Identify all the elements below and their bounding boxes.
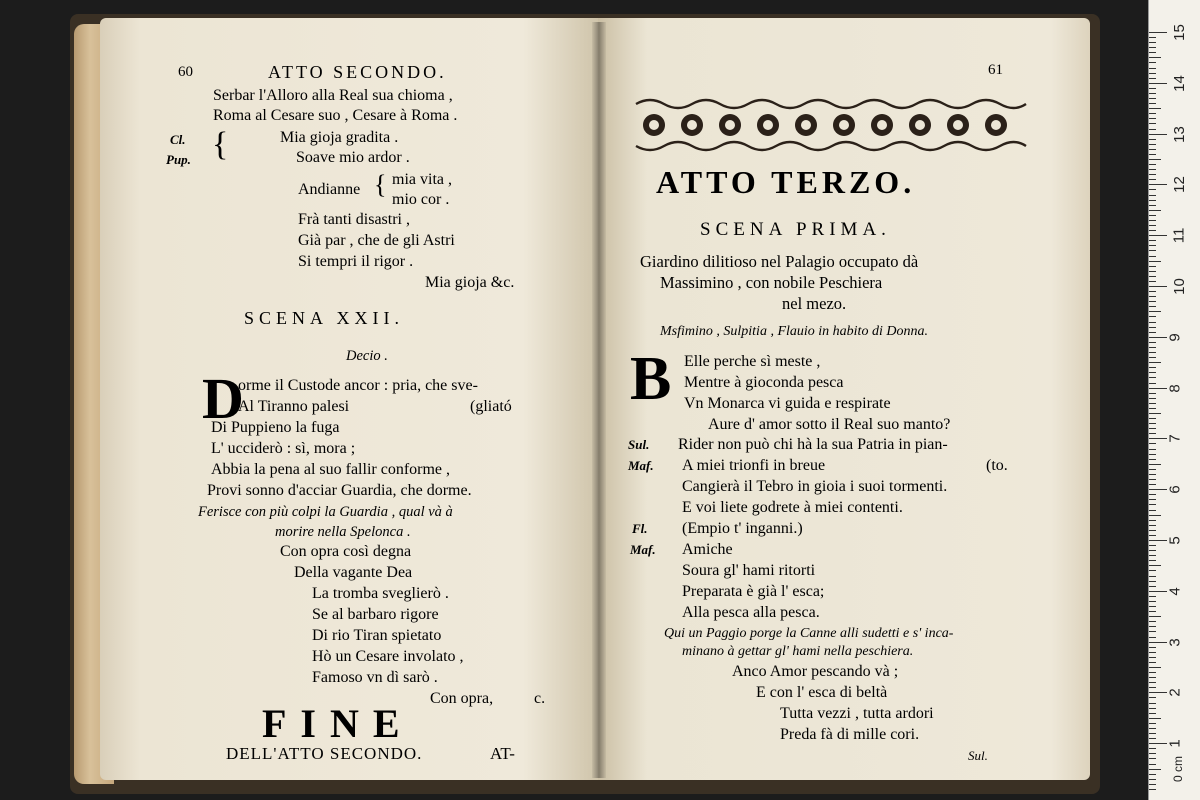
ruler-tick [1149,550,1156,551]
ruler-tick [1149,149,1156,150]
ruler-tick [1149,276,1156,277]
ruler-tick [1149,393,1156,394]
catchword: Sul. [968,748,988,763]
ruler-tick [1149,718,1161,719]
brace: { [374,170,387,199]
line: Provi sonno d'acciar Guardia, che dorme. [207,482,472,499]
ruler-number: 5 [1166,536,1184,545]
ruler-tick [1149,454,1156,455]
ruler-number: 10 [1170,278,1188,295]
line: Rider non può chi hà la sua Patria in pian- [678,436,948,453]
ruler-unit: 0 cm [1171,755,1186,783]
ruler-tick [1149,525,1156,526]
ruler-tick [1149,743,1167,744]
line: mio cor . [392,191,450,208]
ruler-tick [1149,169,1156,170]
ruler-tick [1149,78,1156,79]
ruler-number: 12 [1170,176,1188,194]
ruler-number: 2 [1166,688,1184,698]
ruler-number: 13 [1170,125,1188,143]
ruler-tick [1149,449,1156,450]
line: Andianne [298,181,361,198]
ruler-tick [1149,657,1156,658]
ruler-tick [1149,108,1161,109]
ruler-tick [1149,418,1156,419]
ruler-tick [1149,179,1156,180]
line: Si tempri il rigor . [298,253,414,270]
ruler-tick [1149,271,1156,272]
stage-direction: minano à gettar gl' hami nella peschiera. [682,644,914,659]
ruler-tick [1149,764,1156,765]
ruler-tick [1149,367,1156,368]
line: Mia gioja gradita . [280,129,399,146]
ruler-tick [1149,586,1156,587]
ruler-tick [1149,510,1156,511]
ruler-tick [1149,129,1156,130]
ruler-tick [1149,398,1156,399]
ruler-tick [1149,723,1156,724]
ruler-tick [1149,174,1156,175]
ruler-tick [1149,230,1156,231]
ruler-tick [1149,266,1156,267]
ruler-tick [1149,250,1156,251]
speaker-label: Maf. [630,542,656,557]
ruler-tick [1149,93,1156,94]
speaker-label: Sul. [628,437,650,452]
book-gutter [592,22,606,778]
ruler-tick [1149,591,1167,592]
ruler-tick [1149,291,1156,292]
ruler-tick [1149,520,1156,521]
ruler-tick [1149,98,1156,99]
line: Elle perche sì meste , [684,353,821,370]
ruler-tick [1149,779,1156,780]
fine-heading: FINE [262,701,414,746]
right-page-number: 61 [988,62,1003,78]
measuring-ruler [1148,0,1200,800]
ruler-tick [1149,789,1156,790]
line: Mia gioja &c. [425,274,515,291]
ruler-tick [1149,68,1156,69]
characters-line: Msfimino , Sulpitia , Flauio in habito di Donna. [660,324,928,339]
ruler-tick [1149,672,1156,673]
ruler-tick [1149,245,1156,246]
ruler-number: 14 [1170,74,1188,92]
line: Cangierà il Tebro in gioia i suoi tormenti. [682,478,948,495]
ruler-number: 9 [1166,333,1184,342]
ruler-tick [1149,504,1156,505]
brace: { [212,126,229,163]
verse-line: Con opra, [430,690,494,707]
ruler-tick [1149,403,1156,404]
ruler-tick [1149,123,1156,124]
ruler-tick [1149,642,1167,643]
speaker-label: Pup. [166,152,191,167]
ruler-number: 6 [1166,485,1184,494]
line: Frà tanti disastri , [298,211,410,228]
ruler-tick [1149,774,1156,775]
verse-line: La tromba sveglierò . [312,585,449,602]
ruler-tick [1149,73,1156,74]
ruler-tick [1149,42,1156,43]
ruler-tick [1149,606,1156,607]
ruler-tick [1149,235,1167,236]
ruler-tick [1149,733,1156,734]
ruler-tick [1149,296,1156,297]
line: Soave mio ardor . [296,149,410,166]
ruler-tick [1149,581,1156,582]
ruler-tick [1149,438,1167,439]
ruler-tick [1149,306,1156,307]
ruler-tick [1149,332,1156,333]
ruler-tick [1149,134,1167,135]
line: mia vita , [392,171,452,188]
line: L' ucciderò : sì, mora ; [211,440,356,457]
line: Mentre à gioconda pesca [684,374,844,391]
line: Al Tiranno palesi [238,398,350,415]
ruler-tick [1149,687,1156,688]
ruler-tick [1149,377,1156,378]
ruler-tick [1149,286,1167,287]
ruler-tick [1149,347,1156,348]
ruler-tick [1149,601,1156,602]
line: (gliató [470,398,512,415]
left-page-number: 60 [178,64,193,80]
ruler-tick [1149,311,1161,312]
speaker-label: Cl. [170,132,186,147]
stage-direction: morire nella Spelonca . [275,524,411,540]
ruler-tick [1149,342,1156,343]
ruler-tick [1149,713,1156,714]
ruler-tick [1149,535,1156,536]
ruler-tick [1149,728,1156,729]
ruler-tick [1149,464,1161,465]
ruler-tick [1149,499,1156,500]
ruler-tick [1149,708,1156,709]
ruler-tick [1149,256,1156,257]
verse-line: Tutta vezzi , tutta ardori [780,705,934,722]
ruler-tick [1149,631,1156,632]
ruler-tick [1149,479,1156,480]
verse-line: Preda fà di mille cori. [780,726,920,743]
setting-line: Giardino dilitioso nel Palagio occupato dà [640,252,919,271]
line: Abbia la pena al suo fallir conforme , [211,461,451,478]
end-line: DELL'ATTO SECONDO. [226,744,423,763]
ruler-tick [1149,189,1156,190]
drop-cap: D [202,366,244,431]
ruler-tick [1149,469,1156,470]
line: Vn Monarca vi guida e respirate [684,395,891,412]
line: Amiche [682,541,733,558]
ruler-tick [1149,682,1156,683]
line: Roma al Cesare suo , Cesare à Roma . [213,107,458,124]
ruler-tick [1149,530,1156,531]
verse-line: Famoso vn dì sarò . [312,669,438,686]
ruler-tick [1149,301,1156,302]
line: E voi liete godrete à miei contenti. [682,499,903,516]
speaker-label: Maf. [628,458,654,473]
ruler-tick [1149,637,1156,638]
ruler-tick [1149,52,1156,53]
stage-direction: Qui un Paggio porge la Canne alli sudetti e s' inca- [664,626,954,641]
ruler-number: 1 [1166,739,1184,748]
ruler-tick [1149,164,1156,165]
ruler-tick [1149,88,1156,89]
ruler-tick [1149,560,1156,561]
ruler-tick [1149,159,1161,160]
line: (to. [986,457,1008,474]
ruler-tick [1149,154,1156,155]
ornament-band-icon [630,94,1030,156]
ruler-tick [1149,113,1156,114]
line: Aure d' amor sotto il Real suo manto? [708,416,951,433]
ruler-number: 7 [1166,434,1184,444]
ruler-tick [1149,616,1161,617]
scene-character: Decio . [346,348,388,364]
ruler-tick [1149,62,1156,63]
ruler-tick [1149,545,1156,546]
scene-heading: SCENA XXII. [244,308,405,328]
verse-line: Hò un Cesare involato , [312,648,464,665]
ruler-tick [1149,352,1156,353]
line: Già par , che de gli Astri [298,232,455,249]
line: Di Puppieno la fuga [211,419,340,436]
act-title: ATTO TERZO. [656,164,916,200]
ruler-tick [1149,408,1156,409]
ruler-tick [1149,667,1161,668]
ruler-tick [1149,220,1156,221]
ruler-tick [1149,103,1156,104]
ruler-tick [1149,652,1156,653]
ruler-tick [1149,200,1156,201]
ruler-tick [1149,337,1167,338]
ruler-tick [1149,626,1156,627]
verse-line: c. [534,690,546,707]
ruler-tick [1149,372,1156,373]
ruler-tick [1149,57,1161,58]
ruler-tick [1149,428,1156,429]
ruler-tick [1149,662,1156,663]
ruler-tick [1149,383,1156,384]
ruler-tick [1149,443,1156,444]
ruler-tick [1149,47,1156,48]
ruler-tick [1149,413,1161,414]
ruler-tick [1149,565,1161,566]
line: Serbar l'Alloro alla Real sua chioma , [213,87,453,104]
ruler-tick [1149,738,1156,739]
ruler-tick [1149,327,1156,328]
ruler-tick [1149,261,1161,262]
ruler-number: 8 [1166,383,1184,393]
ruler-tick [1149,144,1156,145]
ruler-tick [1149,316,1156,317]
ruler-tick [1149,240,1156,241]
ruler-tick [1149,195,1156,196]
ruler-tick [1149,611,1156,612]
ruler-number: 15 [1170,24,1188,41]
ruler-tick [1149,281,1156,282]
ruler-tick [1149,184,1167,185]
line: orme il Custode ancor : pria, che sve- [238,377,478,394]
ruler-number: 11 [1170,227,1188,244]
ruler-tick [1149,540,1167,541]
left-running-head: ATTO SECONDO. [268,62,447,82]
ruler-tick [1149,570,1156,571]
speaker-label: Fl. [632,521,648,536]
ruler-tick [1149,484,1156,485]
setting-line: nel mezo. [782,294,847,313]
ruler-tick [1149,205,1156,206]
ruler-tick [1149,753,1156,754]
ruler-tick [1149,362,1161,363]
line: Alla pesca alla pesca. [682,604,820,621]
ruler-tick [1149,423,1156,424]
ruler-number: 3 [1166,637,1184,647]
ruler-tick [1149,692,1167,693]
ruler-tick [1149,459,1156,460]
ruler-number: 4 [1166,587,1184,596]
verse-line: Della vagante Dea [294,564,413,581]
ruler-tick [1149,83,1167,84]
ruler-tick [1149,555,1156,556]
line: Soura gl' hami ritorti [682,562,816,579]
ruler-tick [1149,494,1156,495]
ruler-tick [1149,769,1161,770]
drop-cap: B [630,345,672,413]
catchword: AT- [490,744,515,763]
ruler-tick [1149,758,1156,759]
ruler-tick [1149,388,1167,389]
ruler-tick [1149,621,1156,622]
ruler-tick [1149,32,1167,33]
line: (Empio t' inganni.) [682,520,803,537]
scene-heading: SCENA PRIMA. [700,219,891,240]
ruler-tick [1149,357,1156,358]
ruler-tick [1149,748,1156,749]
stage-direction: Ferisce con più colpi la Guardia , qual và à [198,504,453,520]
ruler-tick [1149,474,1156,475]
ruler-tick [1149,784,1156,785]
verse-line: Con opra così degna [280,543,412,560]
ruler-tick [1149,677,1156,678]
ruler-tick [1149,647,1156,648]
setting-line: Massimino , con nobile Peschiera [660,273,883,292]
verse-line: Di rio Tiran spietato [312,627,442,644]
ruler-tick [1149,433,1156,434]
ruler-tick [1149,515,1161,516]
ruler-tick [1149,118,1156,119]
ruler-tick [1149,139,1156,140]
verse-line: Se al barbaro rigore [312,606,439,623]
verse-line: E con l' esca di beltà [756,684,888,701]
ruler-tick [1149,596,1156,597]
line: Preparata è già l' esca; [682,583,825,600]
ruler-tick [1149,37,1156,38]
verse-line: Anco Amor pescando và ; [732,663,899,680]
ruler-tick [1149,697,1156,698]
ruler-tick [1149,225,1156,226]
ruler-tick [1149,703,1156,704]
ruler-tick [1149,215,1156,216]
ruler-tick [1149,210,1161,211]
ruler-tick [1149,576,1156,577]
ruler-tick [1149,322,1156,323]
line: A miei trionfi in breue [682,457,826,474]
ruler-tick [1149,489,1167,490]
